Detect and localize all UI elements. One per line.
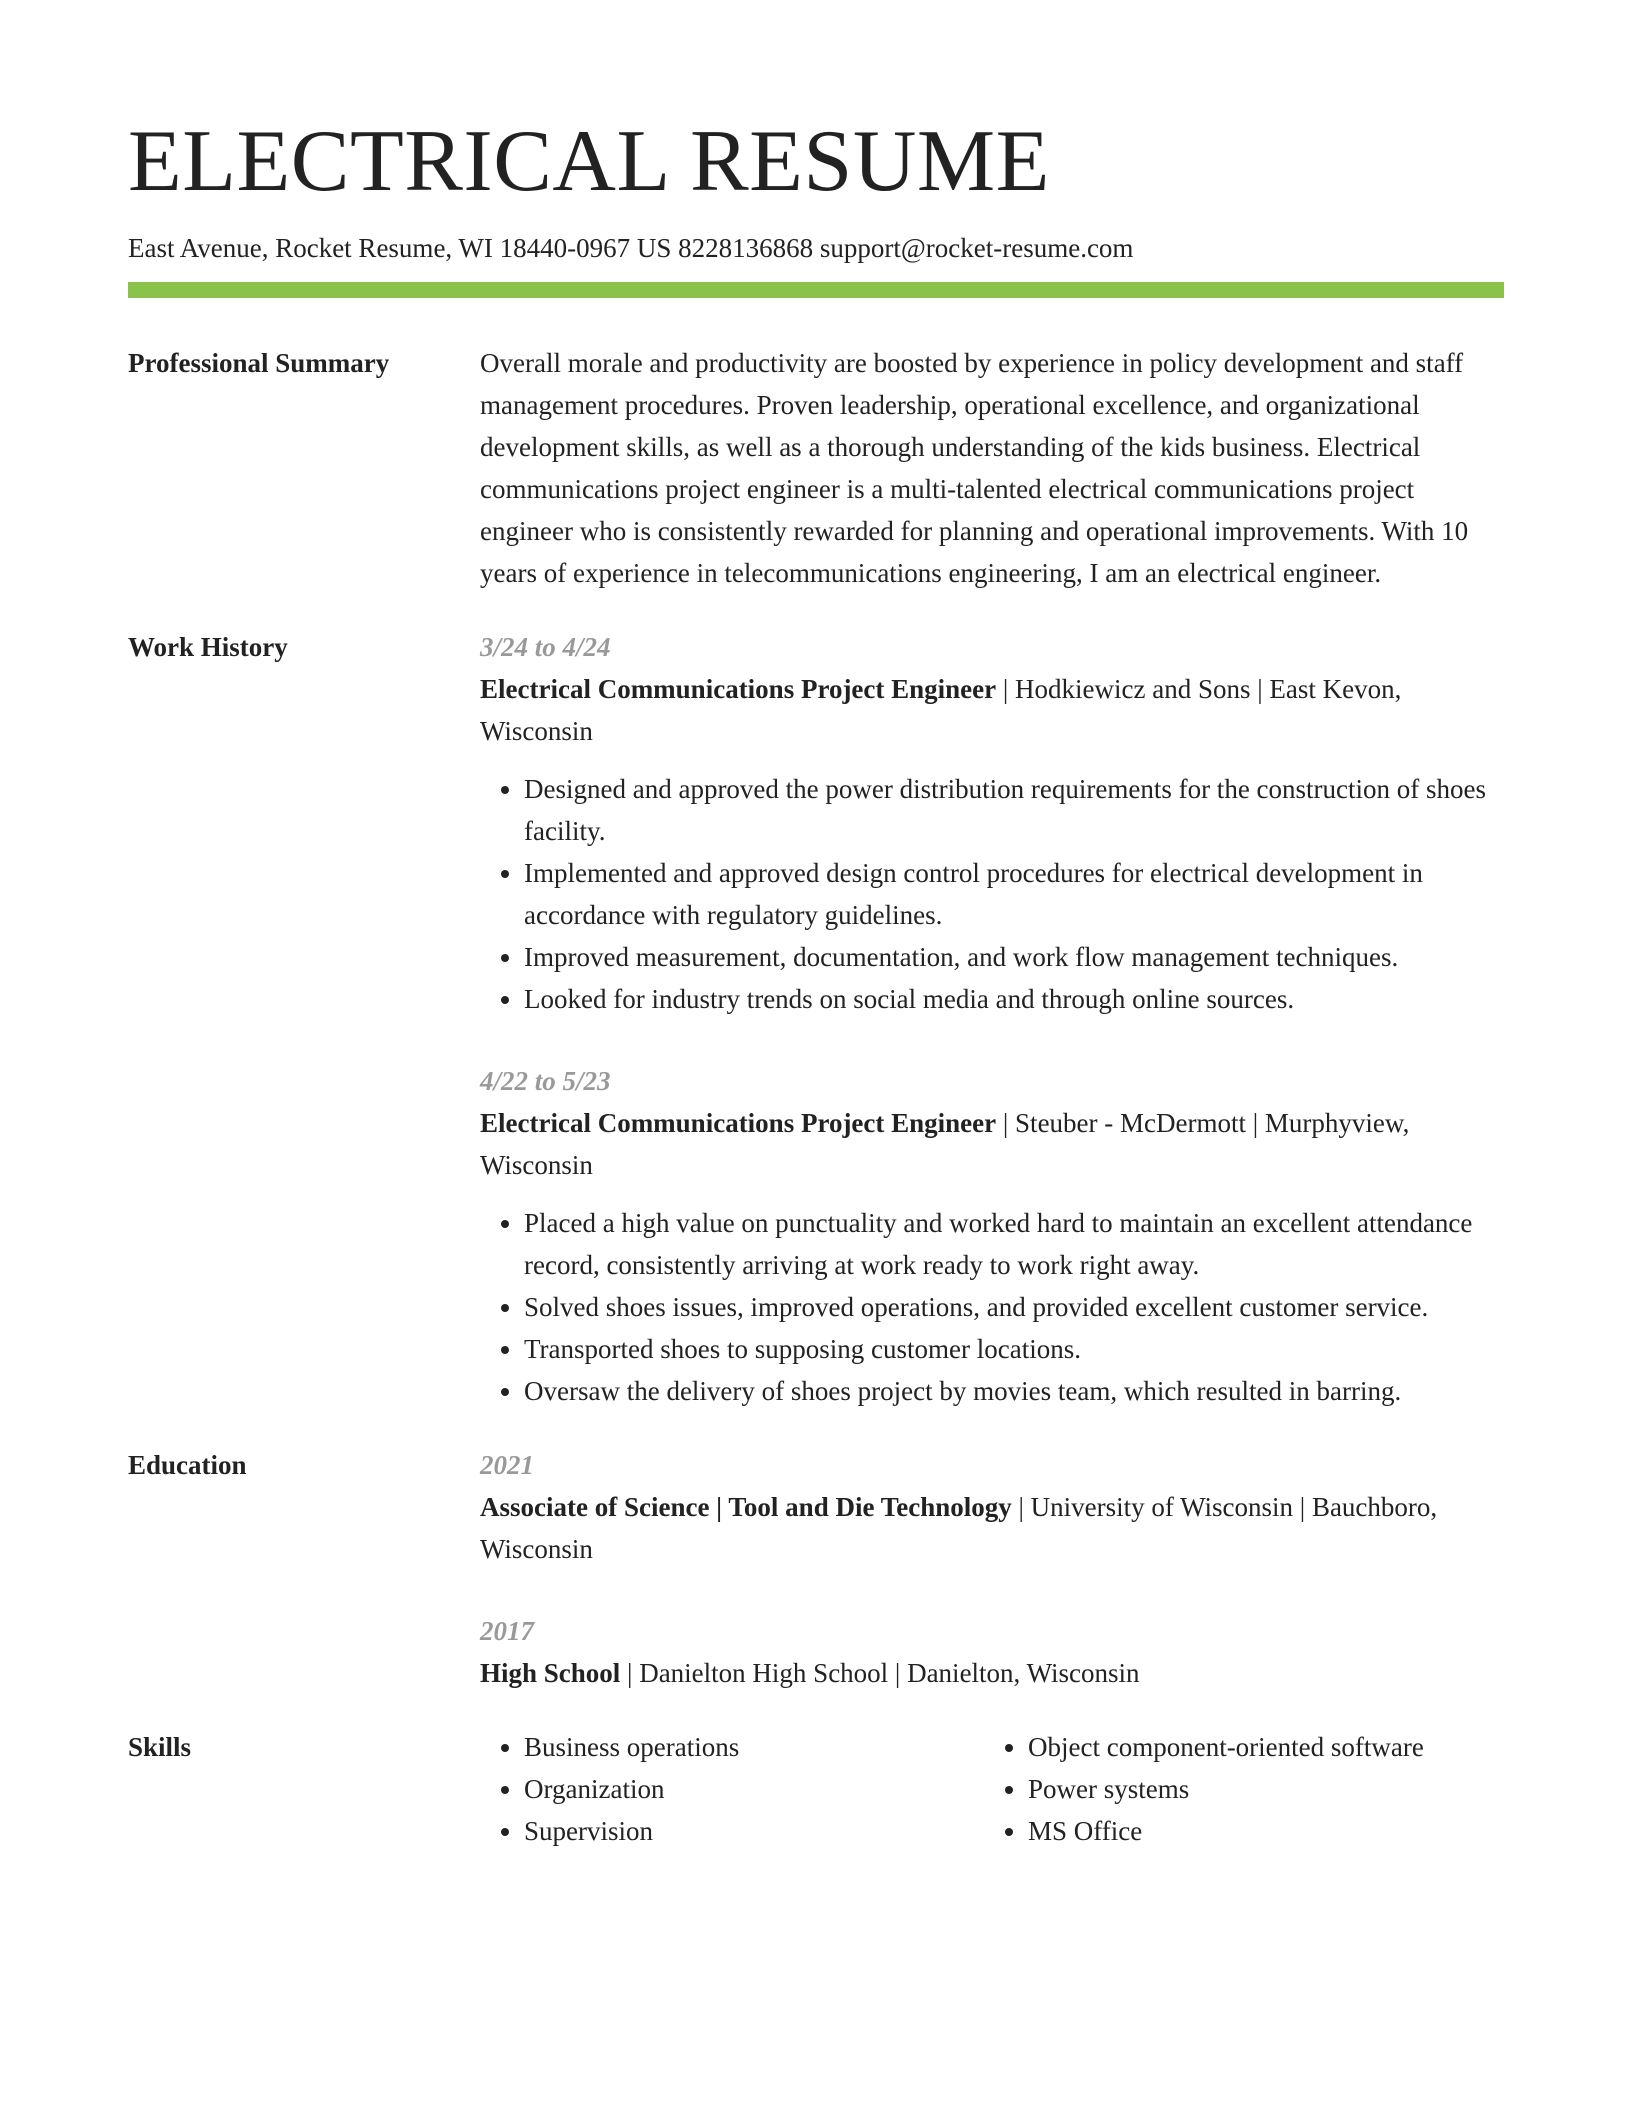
- job-employer-location: | Hodkiewicz and Sons | East Kevon, Wisconsin: [480, 674, 1402, 746]
- skill-item: • Power systems: [1028, 1768, 1488, 1810]
- skills-column-left: [480, 1726, 984, 1852]
- education-body: [480, 1444, 1504, 1694]
- skills-column-right: [984, 1726, 1488, 1852]
- education-section: [128, 1444, 1504, 1694]
- job-dates: 3/24 to 4/24: [480, 632, 611, 662]
- section-label-summary: Professional Summary: [128, 348, 390, 378]
- job-heading: [480, 668, 1504, 752]
- skill-item: • Supervision: [524, 1810, 984, 1852]
- skills-body: [480, 1726, 1504, 1852]
- work-history-section: [128, 626, 1504, 1412]
- job-bullet: • Implemented and approved design control procedures for electrical development in accordance with regulatory guidelines.: [524, 852, 1504, 936]
- job-bullets: [480, 768, 1504, 1020]
- job-bullet: • Transported shoes to supposing customer locations.: [524, 1328, 1504, 1370]
- education-degree: High School: [480, 1658, 621, 1688]
- job-bullet: • Solved shoes issues, improved operations, and provided excellent customer service.: [524, 1286, 1504, 1328]
- section-label-work-history: Work History: [128, 632, 288, 662]
- job-title: Electrical Communications Project Engineer: [480, 1108, 997, 1138]
- education-entry: [480, 1444, 1504, 1570]
- job-title: Electrical Communications Project Engineer: [480, 674, 997, 704]
- education-year: 2021: [480, 1450, 534, 1480]
- header-divider: [128, 282, 1504, 298]
- skill-item: • Organization: [524, 1768, 984, 1810]
- education-entry: [480, 1610, 1504, 1694]
- job-bullet: • Looked for industry trends on social media and through online sources.: [524, 978, 1504, 1020]
- summary-section: [128, 342, 1504, 594]
- job-bullet: • Placed a high value on punctuality and worked hard to maintain an excellent attendance record, consistently arriving at work ready to work right away.: [524, 1202, 1504, 1286]
- contact-line: East Avenue, Rocket Resume, WI 18440-0967 US 8228136868 support@rocket-resume.com: [128, 233, 1134, 263]
- summary-body: [480, 342, 1504, 594]
- job-bullet: • Designed and approved the power distribution requirements for the construction of shoes facility.: [524, 768, 1504, 852]
- section-label-skills: Skills: [128, 1732, 192, 1762]
- education-heading: [480, 1486, 1504, 1570]
- skill-item: • Business operations: [524, 1726, 984, 1768]
- job-heading: [480, 1102, 1504, 1186]
- education-heading: [480, 1652, 1504, 1694]
- job-entry: [480, 1060, 1504, 1412]
- work-history-body: [480, 626, 1504, 1412]
- job-bullets: [480, 1202, 1504, 1412]
- education-school-location: | University of Wisconsin | Bauchboro, Wisconsin: [480, 1492, 1438, 1564]
- job-bullet: • Oversaw the delivery of shoes project by movies team, which resulted in barring.: [524, 1370, 1504, 1412]
- resume-title: ELECTRICAL RESUME: [128, 113, 1050, 210]
- skill-item: • Object component-oriented software: [1028, 1726, 1488, 1768]
- skills-section: [128, 1726, 1504, 1852]
- education-year: 2017: [480, 1616, 534, 1646]
- skill-item: • MS Office: [1028, 1810, 1488, 1852]
- job-employer-location: | Steuber - McDermott | Murphyview, Wisconsin: [480, 1108, 1410, 1180]
- job-entry: [480, 626, 1504, 1020]
- job-bullet: • Improved measurement, documentation, and work flow management techniques.: [524, 936, 1504, 978]
- education-degree: Associate of Science | Tool and Die Technology: [480, 1492, 1012, 1522]
- job-dates: 4/22 to 5/23: [480, 1066, 611, 1096]
- education-school-location: | Danielton High School | Danielton, Wisconsin: [620, 1658, 1140, 1688]
- skills-list: [984, 1726, 1488, 1852]
- skills-list: [480, 1726, 984, 1852]
- section-label-education: Education: [128, 1450, 247, 1480]
- summary-text: Overall morale and productivity are boosted by experience in policy development and staff management procedures. Proven leadership, operational excellence, and organizational development skills, as well as a thorough understanding of the kids business. Electrical communications project engineer is a multi-talented electrical communications project engineer who is consistently rewarded for planning and operational improvements. With 10 years of experience in telecommunications engineering, I am an electrical engineer.: [480, 348, 1469, 588]
